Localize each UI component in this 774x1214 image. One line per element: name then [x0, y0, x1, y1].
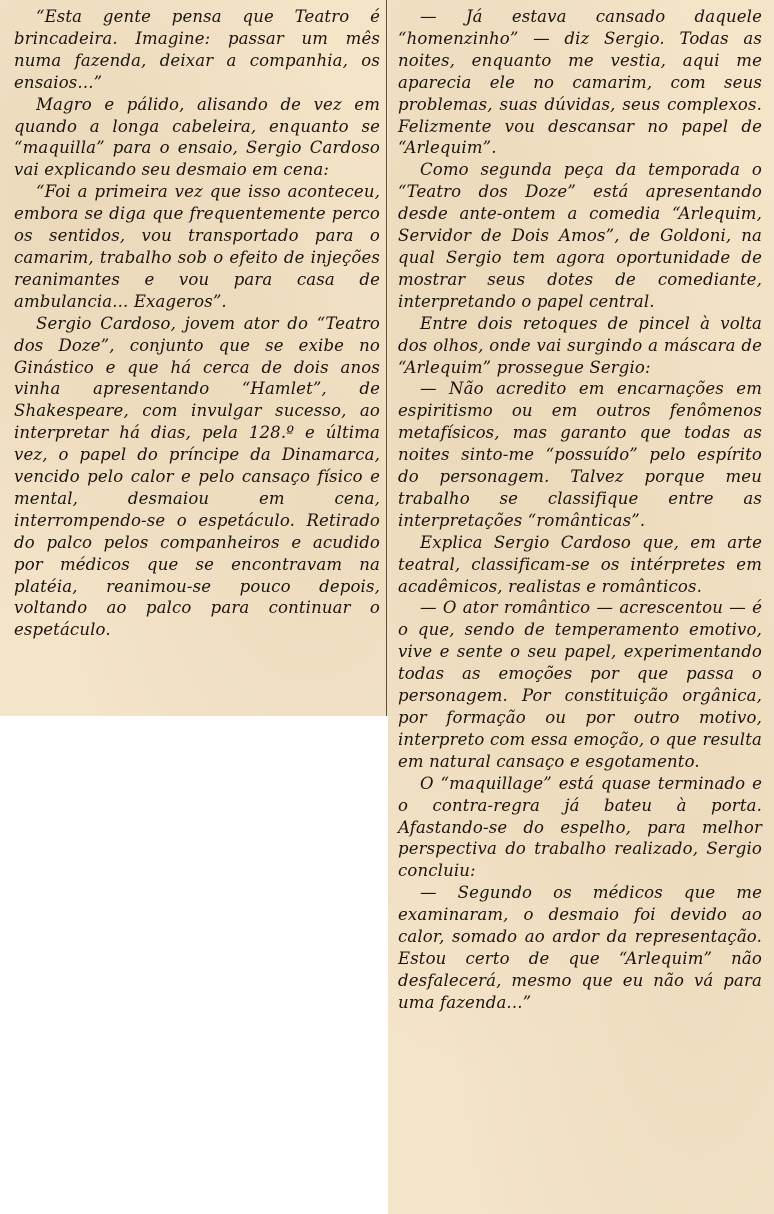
paragraph: — O ator romântico — acrescentou — é o que, sendo de temperamento emotivo, vive e sente o seu papel, experimentando todas as emoções por que passa o personagem. Por constituição orgânica, por formação ou por outro motivo, interpreto com essa emoção, o que resulta em natural cansaço e esgotamento.: [398, 598, 762, 771]
paragraph: “Esta gente pensa que Teatro é brincadeira. Imagine: passar um mês numa fazenda, deixar a companhia, os ensaios...”: [14, 7, 380, 92]
paragraph: “Foi a primeira vez que isso aconteceu, embora se diga que frequentemente perco os sentidos, vou transportado para o camarim, trabalho sob o efeito de injeções reanimantes e vou para casa de ambulancia... Exageros”.: [14, 182, 380, 311]
paragraph: — Já estava cansado daquele “homenzinho” — diz Sergio. Todas as noites, enquanto me vestia, aqui me aparecia ele no camarim, com seus problemas, suas dúvidas, seus complexos. Felizmente vou descansar no papel de “Arlequim”.: [398, 7, 762, 158]
paragraph: Como segunda peça da temporada o “Teatro dos Doze” está apresentando desde ante-ontem a comedia “Arlequim, Servidor de Dois Amos”, de Goldoni, na qual Sergio tem agora oportunidade de mostrar seus dotes de comediante, interpretando o papel central.: [398, 160, 762, 311]
article-column-right: [398, 6, 762, 1014]
paragraph: — Segundo os médicos que me examinaram, o desmaio foi devido ao calor, somado ao ardor da representação. Estou certo de que “Arlequim” não desfalecerá, mesmo que eu não vá para uma fazenda...”: [398, 883, 762, 1012]
article-column-left: [14, 6, 380, 641]
paragraph: — Não acredito em encarnações em espiritismo ou em outros fenômenos metafísicos, mas garanto que todas as noites sinto-me “possuído” pelo espírito do personagem. Talvez porque meu trabalho se classifique entre as interpretações “românticas”.: [398, 379, 762, 530]
paragraph: Magro e pálido, alisando de vez em quando a longa cabeleira, enquanto se “maquilla” para o ensaio, Sergio Cardoso vai explicando seu desmaio em cena:: [14, 94, 380, 180]
column-divider: [386, 0, 387, 716]
paragraph: O “maquillage” está quase terminado e o contra-regra já bateu à porta. Afastando-se do espelho, para melhor perspectiva do trabalho realizado, Sergio concluiu:: [398, 773, 762, 881]
paragraph: Sergio Cardoso, jovem ator do “Teatro dos Doze”, conjunto que se exibe no Ginástico e que há cerca de dois anos vinha apresentando “Hamlet”, de Shakespeare, com invulgar sucesso, ao interpretar há dias, pela 128.º e última vez, o papel do príncipe da Dinamarca, vencido pelo calor e pelo cansaço físico e mental, desmaiou em cena, interrompendo-se o espetáculo. Retirado do palco pelos companheiros e acudido por médicos que se encontravam na platéia, reanimou-se pouco depois, voltando ao palco para continuar o espetáculo.: [14, 313, 380, 640]
paragraph: Entre dois retoques de pincel à volta dos olhos, onde vai surgindo a máscara de “Arlequim” prossegue Sergio:: [398, 313, 762, 377]
paragraph: Explica Sergio Cardoso que, em arte teatral, classificam-se os intérpretes em acadêmicos, realistas e românticos.: [398, 532, 762, 596]
